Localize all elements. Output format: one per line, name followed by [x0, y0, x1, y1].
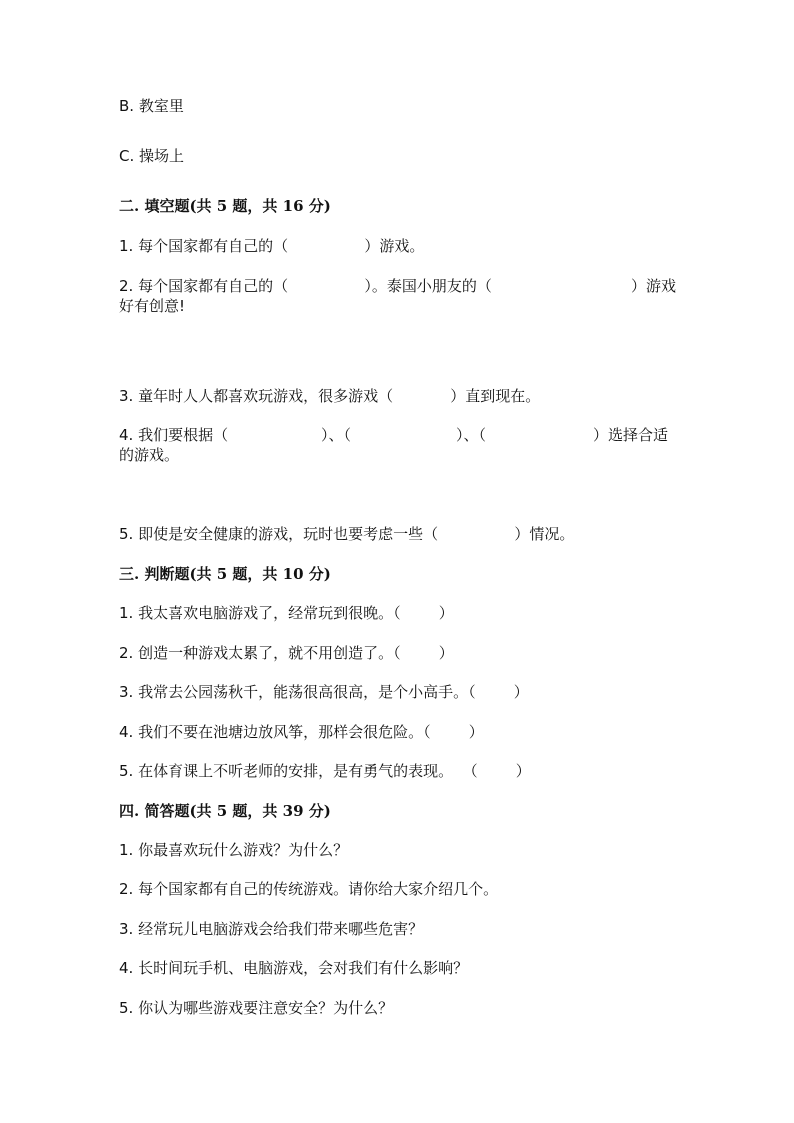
option-c: C. 操场上	[119, 147, 185, 165]
fill-question-4-part-a: 4. 我们要根据（	[119, 426, 229, 444]
fill-question-2-part-b: ）游戏	[631, 277, 677, 295]
fill-question-2-line-2: 好有创意!	[119, 297, 186, 315]
judge-question-3: 3. 我常去公园荡秋千，能荡很高很高，是个小高手。（ ）	[119, 683, 529, 701]
fill-question-1: 1. 每个国家都有自己的（ ）游戏。	[119, 237, 425, 255]
short-answer-question-1: 1. 你最喜欢玩什么游戏？为什么？	[119, 841, 349, 859]
fill-question-2-part-a: 2. 每个国家都有自己的（ ）。泰国小朋友的（	[119, 277, 492, 295]
short-answer-question-3: 3. 经常玩儿电脑游戏会给我们带来哪些危害？	[119, 920, 424, 938]
judge-question-2: 2. 创造一种游戏太累了，就不用创造了。（ ）	[119, 644, 454, 662]
fill-question-4-line-2: 的游戏。	[119, 446, 180, 464]
judge-question-4: 4. 我们不要在池塘边放风筝，那样会很危险。（ ）	[119, 723, 484, 741]
judge-question-1: 1. 我太喜欢电脑游戏了，经常玩到很晚。（ ）	[119, 604, 454, 622]
fill-question-4-part-b: ）、（	[321, 426, 352, 444]
short-answer-question-4: 4. 长时间玩手机、电脑游戏，会对我们有什么影响？	[119, 959, 469, 977]
fill-question-2	[119, 276, 679, 316]
short-answer-question-2: 2. 每个国家都有自己的传统游戏。请你给大家介绍几个。	[119, 880, 499, 898]
fill-question-3: 3. 童年时人人都喜欢玩游戏，很多游戏（ ）直到现在。	[119, 387, 541, 405]
fill-question-4	[119, 425, 679, 465]
option-b: B. 教室里	[119, 97, 184, 115]
judge-question-5: 5. 在体育课上不听老师的安排，是有勇气的表现。 （ ）	[119, 762, 531, 780]
fill-question-4-part-c: ）、（	[456, 426, 487, 444]
fill-question-4-part-d: ）选择合适	[593, 426, 669, 444]
fill-question-5: 5. 即使是安全健康的游戏，玩时也要考虑一些（ ）情况。	[119, 525, 575, 543]
short-answer-question-5: 5. 你认为哪些游戏要注意安全？为什么？	[119, 999, 394, 1017]
section-4-heading: 四. 简答题(共 5 题，共 39 分)	[119, 802, 331, 820]
section-3-heading: 三. 判断题(共 5 题，共 10 分)	[119, 565, 331, 583]
section-2-heading: 二. 填空题(共 5 题，共 16 分)	[119, 197, 331, 215]
